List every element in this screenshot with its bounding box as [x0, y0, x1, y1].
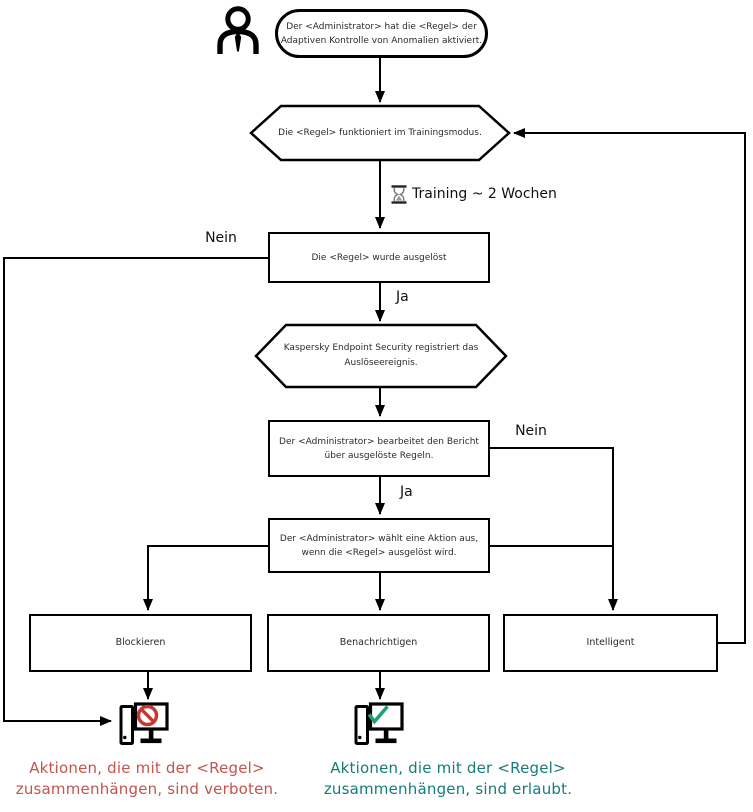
- node-block: [29, 614, 252, 672]
- hourglass-icon: [392, 187, 407, 203]
- node-smart-label: Intelligent: [586, 637, 635, 648]
- node-review-report-line1: Der <Administrator> bearbeitet den Bericht: [279, 436, 479, 447]
- node-training-mode: [259, 112, 501, 154]
- label-ja-2: Ja: [400, 484, 413, 500]
- node-rule-triggered: [268, 232, 490, 283]
- edge-smart-loop-to-training: [514, 133, 745, 643]
- node-rule-triggered-line1: Die <Regel> wurde ausgelöst: [311, 252, 447, 263]
- node-choose-action-line1: Der <Administrator> wählt eine Aktion aus,: [279, 533, 479, 544]
- caption-allowed-line2: zusammenhängen, sind erlaubt.: [323, 780, 573, 798]
- node-register-event-line2: Auslöseereignis.: [344, 358, 418, 368]
- node-start-line1: Der <Administrator> hat die <Regel> der: [286, 21, 477, 32]
- label-nein-2: Nein: [515, 423, 547, 439]
- prohibition-icon: [139, 707, 157, 725]
- node-notify-label: Benachrichtigen: [339, 637, 418, 648]
- label-nein-1: Nein: [205, 230, 237, 246]
- label-ja-1: Ja: [396, 289, 409, 305]
- node-register-event-line1: Kaspersky Endpoint Security registriert das: [283, 343, 479, 353]
- caption-allowed: [308, 758, 588, 800]
- caption-forbidden-line2: zusammenhängen, sind verboten.: [15, 780, 279, 798]
- computer-allowed-icon: [356, 704, 402, 744]
- caption-forbidden-line1: Aktionen, die mit der <Regel>: [29, 759, 265, 777]
- node-review-report: [268, 420, 490, 477]
- caption-forbidden: [8, 758, 286, 800]
- node-notify: [267, 614, 490, 672]
- label-training-duration: Training ~ 2 Wochen: [412, 186, 557, 202]
- node-choose-action-line2: wenn die <Regel> ausgelöst wird.: [301, 547, 457, 558]
- tie-icon: [235, 32, 241, 52]
- edge-action-to-block: [148, 546, 268, 610]
- node-review-report-line2: über ausgelöste Regeln.: [324, 450, 434, 461]
- computer-blocked-icon: [121, 704, 167, 744]
- edge-report-nein-to-smart: [490, 448, 613, 610]
- node-choose-action: [268, 518, 490, 573]
- administrator-person-icon: [220, 9, 256, 54]
- node-start-line2: Adaptiven Kontrolle von Anomalien aktiviert.: [280, 35, 483, 46]
- node-block-label: Blockieren: [115, 637, 166, 648]
- node-training-mode-line1: Die <Regel> funktioniert im Trainingsmodus.: [278, 127, 482, 138]
- node-start: [275, 9, 488, 58]
- caption-allowed-line1: Aktionen, die mit der <Regel>: [330, 759, 566, 777]
- node-register-event: [266, 332, 496, 380]
- node-smart: [503, 614, 718, 672]
